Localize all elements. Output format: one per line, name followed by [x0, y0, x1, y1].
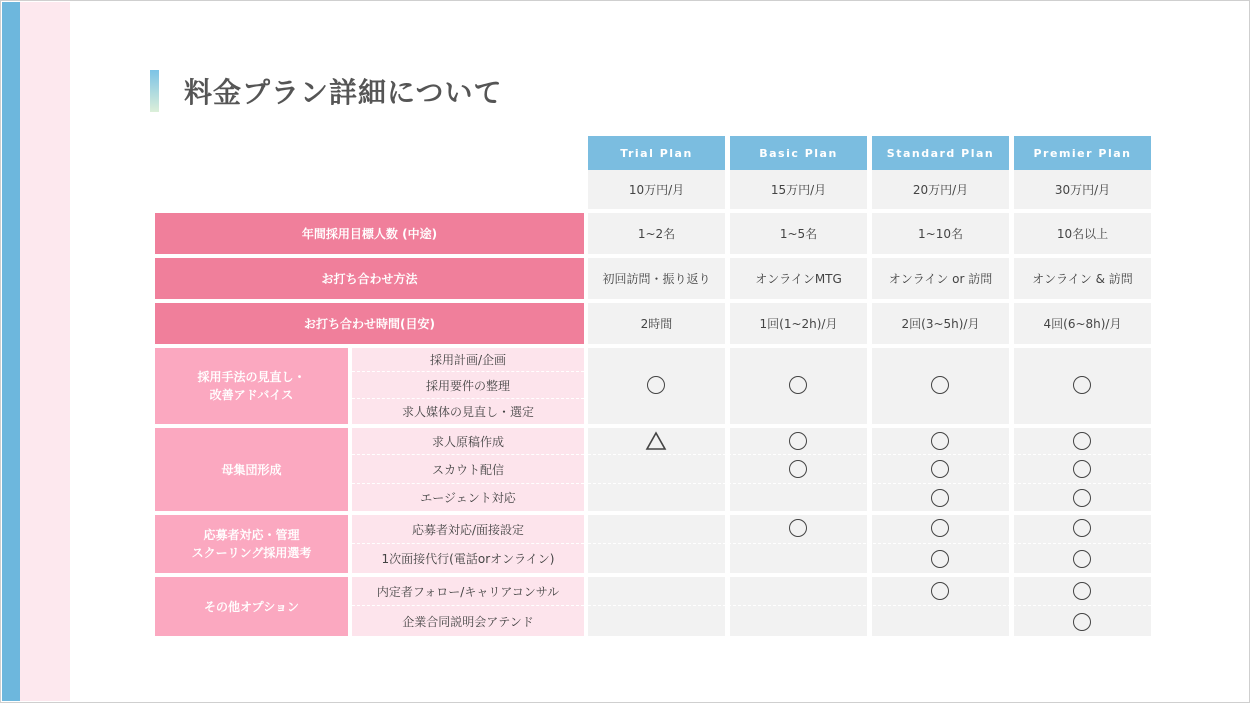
check-circle-icon	[931, 550, 949, 568]
marks-cell	[730, 577, 867, 636]
row-divider	[352, 398, 584, 399]
row-divider	[352, 543, 584, 544]
feature-item: 採用要件の整理	[425, 378, 510, 393]
method-standard: オンライン or 訪問	[872, 258, 1009, 299]
time-basic: 1回(1~2h)/月	[730, 303, 867, 344]
check-circle-icon	[931, 376, 949, 394]
check-circle-icon	[1073, 489, 1091, 507]
row-divider	[352, 454, 584, 455]
time-trial: 2時間	[588, 303, 725, 344]
plan-header-trial: Trial Plan	[588, 136, 725, 170]
row-divider	[352, 371, 584, 372]
time-premier: 4回(6~8h)/月	[1014, 303, 1151, 344]
check-circle-icon	[789, 460, 807, 478]
plan-price-premier: 30万円/月	[1014, 170, 1151, 209]
plan-header-basic: Basic Plan	[730, 136, 867, 170]
row-divider	[588, 454, 1151, 455]
check-circle-icon	[1073, 376, 1091, 394]
time-standard: 2回(3~5h)/月	[872, 303, 1009, 344]
check-circle-icon	[789, 519, 807, 537]
row-divider	[352, 483, 584, 484]
hires-trial: 1~2名	[588, 213, 725, 254]
feature-item: スカウト配信	[431, 462, 504, 477]
row-label-method: お打ち合わせ方法	[155, 258, 584, 299]
check-circle-icon	[789, 376, 807, 394]
method-premier: オンライン & 訪問	[1014, 258, 1151, 299]
row-divider	[352, 605, 584, 606]
check-circle-icon	[931, 460, 949, 478]
row-divider	[588, 543, 1151, 544]
feature-item: 採用計画/企画	[429, 352, 507, 367]
hires-basic: 1~5名	[730, 213, 867, 254]
feature-item: 求人原稿作成	[431, 434, 504, 449]
feature-item: 1次面接代行(電話orオンライン)	[381, 552, 555, 566]
feature-item: 内定者フォロー/キャリアコンサル	[376, 584, 560, 599]
check-circle-icon	[931, 489, 949, 507]
feature-item: 応募者対応/面接設定	[411, 522, 525, 537]
hires-standard: 1~10名	[872, 213, 1009, 254]
group-label-options: その他オプション	[155, 577, 348, 636]
hires-premier: 10名以上	[1014, 213, 1151, 254]
check-circle-icon	[931, 582, 949, 600]
group-label-applicant: 応募者対応・管理 スクーリング採用選考	[155, 515, 348, 573]
row-label-hires: 年間採用目標人数 (中途)	[155, 213, 584, 254]
partial-triangle-icon	[645, 431, 667, 451]
check-circle-icon	[1073, 613, 1091, 631]
check-circle-icon	[931, 432, 949, 450]
method-basic: オンラインMTG	[730, 258, 867, 299]
method-trial: 初回訪問・振り返り	[588, 258, 725, 299]
plan-price-standard: 20万円/月	[872, 170, 1009, 209]
check-circle-icon	[1073, 460, 1091, 478]
left-pink-band	[20, 2, 70, 701]
row-divider	[588, 483, 1151, 484]
row-label-time: お打ち合わせ時間(目安)	[155, 303, 584, 344]
feature-item: エージェント対応	[420, 491, 516, 505]
plan-price-trial: 10万円/月	[588, 170, 725, 209]
check-circle-icon	[931, 519, 949, 537]
plan-header-premier: Premier Plan	[1014, 136, 1151, 170]
feature-item: 求人媒体の見直し・選定	[401, 405, 534, 419]
check-circle-icon	[1073, 519, 1091, 537]
left-accent-bar	[2, 2, 20, 701]
check-circle-icon	[1073, 550, 1091, 568]
group-label-advice: 採用手法の見直し・ 改善アドバイス	[155, 348, 348, 424]
row-divider	[588, 605, 1151, 606]
check-circle-icon	[647, 376, 665, 394]
check-circle-icon	[789, 432, 807, 450]
title-marker	[150, 70, 159, 112]
plan-header-standard: Standard Plan	[872, 136, 1009, 170]
page-title: 料金プラン詳細について	[184, 76, 503, 109]
feature-item: 企業合同説明会アテンド	[402, 614, 534, 629]
marks-cell	[588, 515, 725, 573]
check-circle-icon	[1073, 582, 1091, 600]
check-circle-icon	[1073, 432, 1091, 450]
marks-cell	[588, 577, 725, 636]
plan-price-basic: 15万円/月	[730, 170, 867, 209]
group-label-population: 母集団形成	[155, 428, 348, 511]
